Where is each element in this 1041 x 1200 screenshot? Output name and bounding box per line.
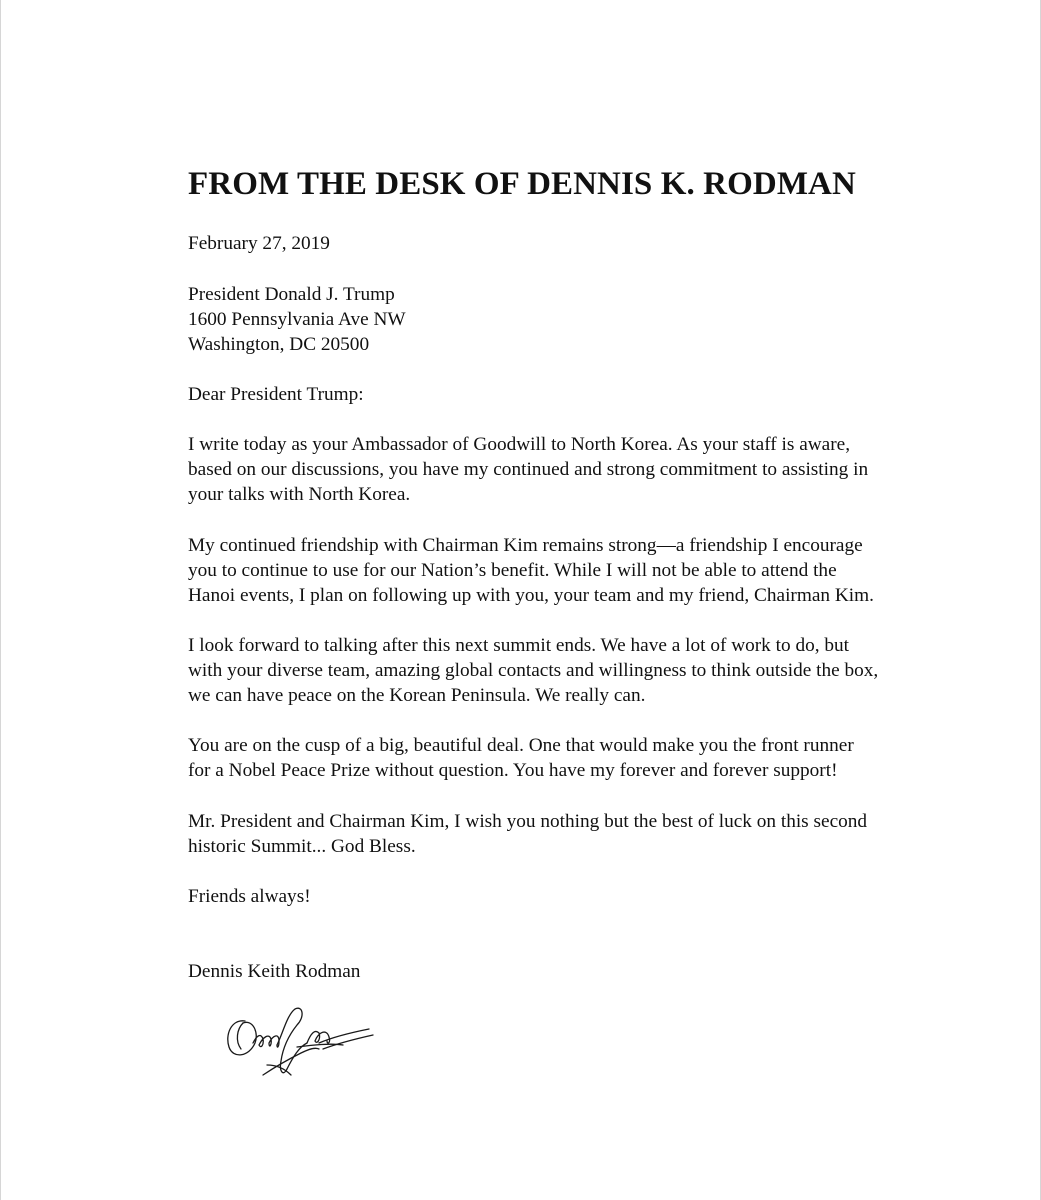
paragraph-line: Mr. President and Chairman Kim, I wish you nothing but the best of luck on this second <box>188 811 868 832</box>
recipient-name: President Donald J. Trump <box>188 284 395 305</box>
paragraph-line: You are on the cusp of a big, beautiful deal. One that would make you the front runner <box>188 735 854 756</box>
paragraph-line: for a Nobel Peace Prize without question. You have my forever and forever support! <box>188 760 838 781</box>
letterhead-title: FROM THE DESK OF DENNIS K. RODMAN <box>188 166 856 202</box>
paragraph-line: My continued friendship with Chairman Kim remains strong—a friendship I encourage <box>188 535 863 556</box>
recipient-street: 1600 Pennsylvania Ave NW <box>188 309 406 330</box>
signature-icon <box>223 1003 383 1083</box>
salutation: Dear President Trump: <box>188 384 364 405</box>
paragraph-line: Hanoi events, I plan on following up with you, your team and my friend, Chairman Kim. <box>188 585 874 606</box>
paragraph-line: you to continue to use for our Nation’s benefit. While I will not be able to attend the <box>188 560 837 581</box>
closing-line: Friends always! <box>188 886 311 907</box>
body-paragraph-5 <box>188 809 928 859</box>
body-paragraph-1 <box>188 432 928 507</box>
paragraph-line: your talks with North Korea. <box>188 484 411 505</box>
body-paragraph-3 <box>188 633 928 708</box>
paragraph-line: I write today as your Ambassador of Goodwill to North Korea. As your staff is aware, <box>188 434 851 455</box>
paragraph-line: historic Summit... God Bless. <box>188 836 416 857</box>
paragraph-line: with your diverse team, amazing global contacts and willingness to think outside the box, <box>188 660 879 681</box>
body-paragraph-2 <box>188 533 928 608</box>
paragraph-line: we can have peace on the Korean Peninsula. We really can. <box>188 685 646 706</box>
paragraph-line: based on our discussions, you have my continued and strong commitment to assisting in <box>188 459 869 480</box>
recipient-city: Washington, DC 20500 <box>188 334 370 355</box>
signer-name: Dennis Keith Rodman <box>188 961 361 982</box>
body-paragraph-4 <box>188 733 928 783</box>
letter-date: February 27, 2019 <box>188 233 330 254</box>
paragraph-line: I look forward to talking after this next summit ends. We have a lot of work to do, but <box>188 635 850 656</box>
recipient-address <box>188 282 928 357</box>
